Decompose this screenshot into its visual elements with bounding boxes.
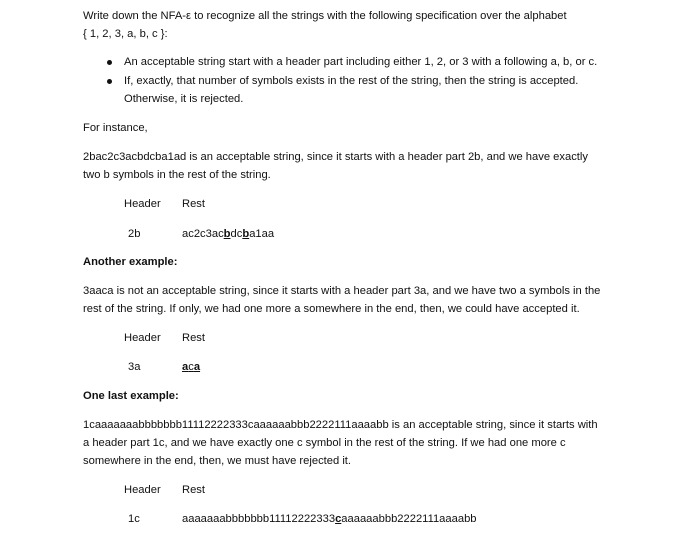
example1-rest-part: ac2c3ac: [182, 228, 224, 240]
example2-rest-value: [182, 359, 200, 375]
for-instance-label: For instance,: [83, 122, 148, 134]
bullet-dot-1: [107, 60, 112, 65]
example3-header-value: 1c: [128, 513, 140, 525]
example2-rest-label: Rest: [182, 332, 206, 344]
example1-rest-value: [182, 226, 274, 242]
example1-line-2: two b symbols in the rest of the string.: [83, 169, 271, 181]
example3-line-2: a header part 1c, and we have exactly one c symbol in the rest of the string. If we had one more c: [83, 437, 566, 449]
bullet-dot-2: [107, 79, 112, 84]
intro-line-1: Write down the NFA-ε to recognize all the strings with the following specification over the alphabet: [83, 10, 567, 22]
example2-line-1: 3aaca is not an acceptable string, since it starts with a header part 3a, and we have two a symbols in the: [83, 285, 601, 297]
bullet-1-text: An acceptable string start with a header part including either 1, 2, or 3 with a following a, b, or c.: [124, 56, 598, 68]
example3-rest-value: [182, 511, 477, 527]
example1-rest-highlight: b: [242, 228, 250, 240]
example3-line-1: 1caaaaaaabbbbbbb11112222333caaaaaabbb2222111aaaabb is an acceptable string, since it starts with: [83, 419, 598, 431]
example2-header-value: 3a: [128, 361, 141, 373]
example2-line-2: rest of the string. If only, we had one more a somewhere in the end, then, we could have accepted it.: [83, 303, 580, 315]
example1-rest-part: a1aa: [249, 228, 275, 240]
bullet-2-continuation: Otherwise, it is rejected.: [124, 93, 244, 105]
example3-rest-part: aaaaaabbb2222111aaaabb: [341, 513, 477, 525]
bullet-2-text: If, exactly, that number of symbols exists in the rest of the string, then the string is accepted.: [124, 75, 579, 87]
example2-rest-highlight: a: [193, 361, 201, 373]
example1-rest-highlight: b: [223, 228, 231, 240]
example1-line-1: 2bac2c3acbdcba1ad is an acceptable string, since it starts with a header part 2b, and we have exactly: [83, 151, 588, 163]
example2-title: Another example:: [83, 256, 178, 268]
example2-rest-highlight: a: [182, 361, 189, 373]
example1-rest-label: Rest: [182, 198, 206, 210]
example3-rest-highlight: c: [335, 513, 342, 525]
example1-rest-part: dc: [230, 228, 243, 240]
intro-line-2: { 1, 2, 3, a, b, c }:: [83, 28, 168, 40]
example3-title: One last example:: [83, 390, 179, 402]
example1-header-label: Header: [124, 198, 161, 210]
example3-line-3: somewhere in the end, then, we must have rejected it.: [83, 455, 352, 467]
example1-header-value: 2b: [128, 228, 141, 240]
example3-header-label: Header: [124, 484, 161, 496]
example2-header-label: Header: [124, 332, 161, 344]
example3-rest-label: Rest: [182, 484, 206, 496]
example2-rest-part: c: [188, 361, 194, 373]
example3-rest-part: aaaaaaabbbbbbb11112222333: [182, 513, 336, 525]
